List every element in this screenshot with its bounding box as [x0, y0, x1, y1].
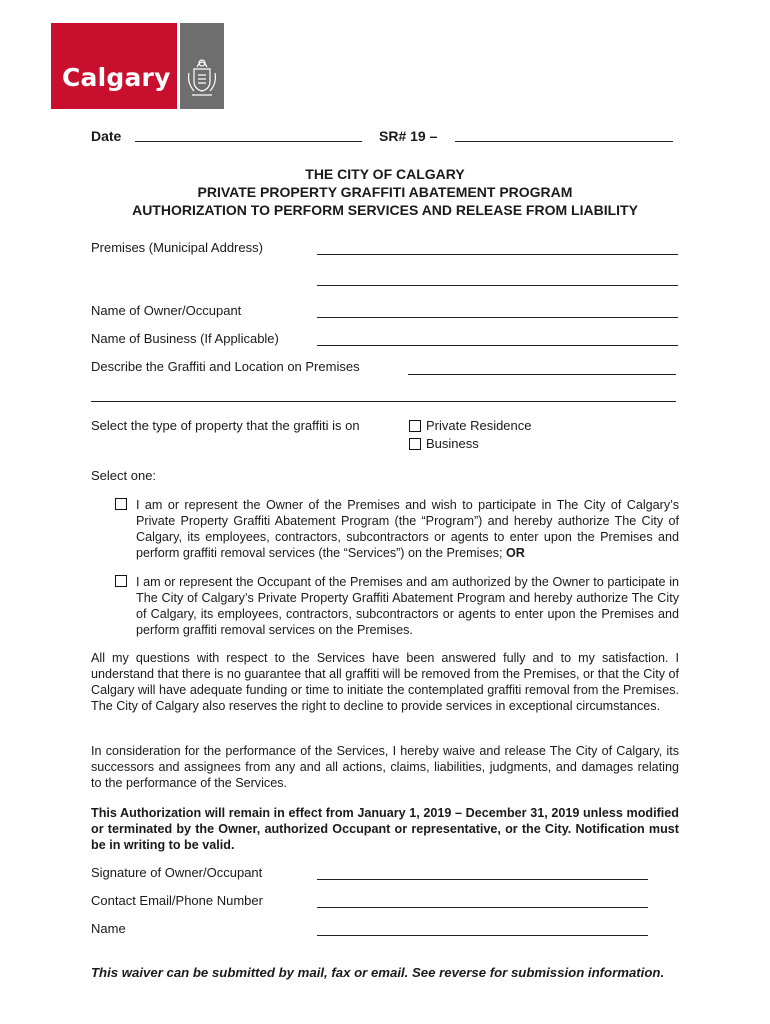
business-label: Name of Business (If Applicable) — [91, 331, 279, 346]
signature-line[interactable] — [317, 879, 648, 880]
premises-label: Premises (Municipal Address) — [91, 240, 263, 255]
contact-line[interactable] — [317, 907, 648, 908]
date-input-line[interactable] — [135, 141, 362, 142]
occupant-option-checkbox[interactable] — [115, 575, 127, 587]
business-line[interactable] — [317, 345, 678, 346]
business-option-label: Business — [426, 436, 479, 451]
city-crest-icon — [180, 23, 224, 109]
questions-paragraph: All my questions with respect to the Services have been answered fully and to my satisfaction. I understand that there is no guarantee that all graffiti will be removed from the Premises, or that the City of Calgary will have adequate funding or time to initiate the contemplated graffiti removal from the Premises. The City of Calgary also reserves the right to decline to provide services in exceptional circumstances. — [91, 651, 679, 713]
signature-label: Signature of Owner/Occupant — [91, 865, 263, 880]
logo-wordmark: Calgary — [62, 63, 171, 92]
name-label: Name — [91, 921, 126, 936]
date-label: Date — [91, 128, 122, 144]
title-program: PRIVATE PROPERTY GRAFFITI ABATEMENT PROGRAM — [197, 184, 573, 200]
sr-label: SR# 19 – — [379, 128, 438, 144]
premises-line-2[interactable] — [317, 285, 678, 286]
property-type-label: Select the type of property that the graffiti is on — [91, 418, 360, 433]
owner-option-text: I am or represent the Owner of the Premises and wish to participate in The City of Calgary’s Private Property Graffiti Abatement Program (the “Program”) and hereby authorize The City of Calgary, its employees, contractors, subcontractors or agents to enter upon the Premises and perform graffiti removal services (the “Services”) on the Premises; OR — [136, 498, 679, 560]
private-residence-label: Private Residence — [426, 418, 532, 433]
crest-panel — [180, 23, 224, 109]
occupant-option-text: I am or represent the Occupant of the Premises and am authorized by the Owner to participate in The City of Calgary’s Private Property Graffiti Abatement Program and hereby authorize The City of Calgary, its employees, contractors, subcontractors or agents to enter upon the Premises and perform graffiti removal services on the Premises. — [136, 575, 679, 637]
business-checkbox[interactable] — [409, 438, 421, 450]
name-line[interactable] — [317, 935, 648, 936]
release-paragraph: In consideration for the performance of the Services, I hereby waive and release The City of Calgary, its successors and assignees from any and all actions, claims, liabilities, judgments, and damages relating to the performance of the Services. — [91, 744, 679, 790]
sr-input-line[interactable] — [455, 141, 673, 142]
graffiti-line-2[interactable] — [91, 401, 676, 402]
title-authorization: AUTHORIZATION TO PERFORM SERVICES AND RELEASE FROM LIABILITY — [132, 202, 638, 218]
authorization-period-paragraph: This Authorization will remain in effect from January 1, 2019 – December 31, 2019 unless modified or terminated by the Owner, authorized Occupant or representative, or the City. Notification must be in writing to be valid. — [91, 806, 679, 852]
submission-note: This waiver can be submitted by mail, fax or email. See reverse for submission information. — [91, 965, 665, 980]
graffiti-line-1[interactable] — [408, 374, 676, 375]
owner-label: Name of Owner/Occupant — [91, 303, 242, 318]
private-residence-checkbox[interactable] — [409, 420, 421, 432]
contact-label: Contact Email/Phone Number — [91, 893, 263, 908]
owner-line[interactable] — [317, 317, 678, 318]
select-one-label: Select one: — [91, 468, 157, 483]
graffiti-label: Describe the Graffiti and Location on Premises — [91, 359, 360, 374]
premises-line-1[interactable] — [317, 254, 678, 255]
title-city: THE CITY OF CALGARY — [305, 166, 465, 182]
owner-option-checkbox[interactable] — [115, 498, 127, 510]
